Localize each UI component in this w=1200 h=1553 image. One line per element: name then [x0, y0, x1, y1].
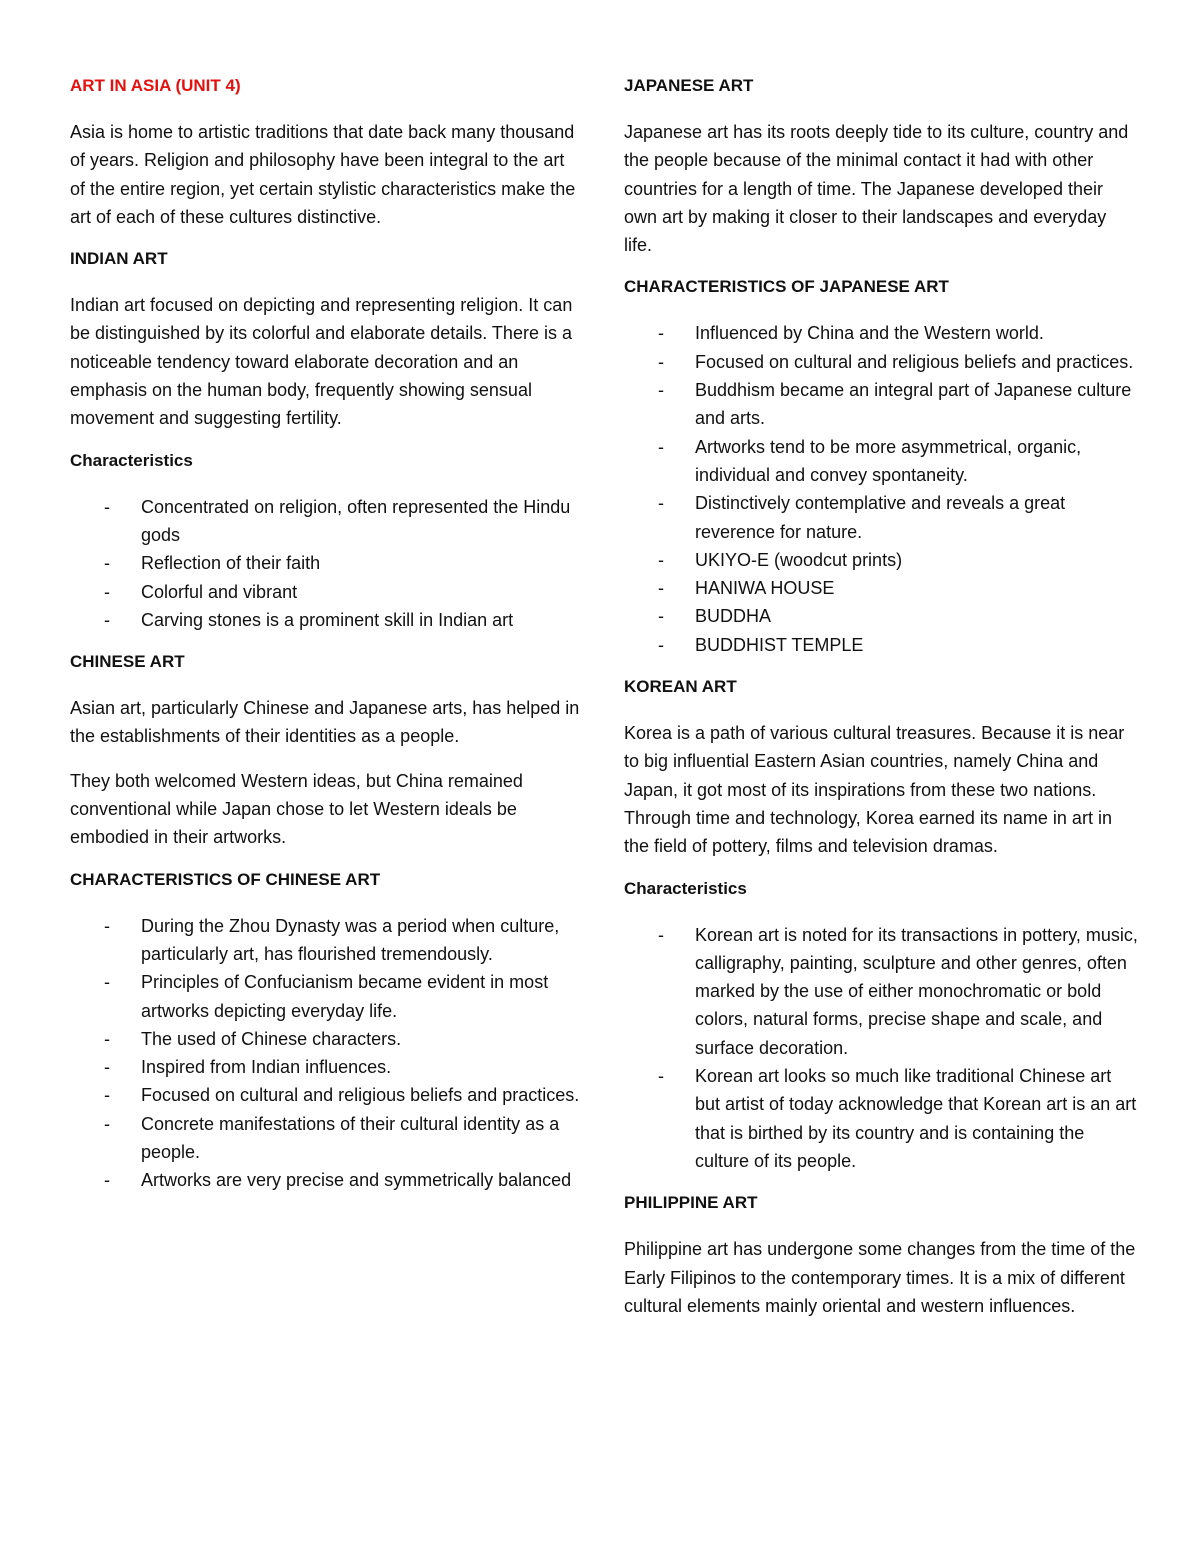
chinese-art-paragraph-2: They both welcomed Western ideas, but China remained conventional while Japan chose to let Western ideals be embodied in their artworks.: [70, 770, 523, 848]
list-item: - UKIYO-E (woodcut prints): [624, 546, 1139, 574]
chinese-characteristics-heading: CHARACTERISTICS OF CHINESE ART: [70, 869, 381, 889]
bullet-dash: -: [658, 634, 664, 655]
list-item: - During the Zhou Dynasty was a period when culture, particularly art, has flourished tremendously.: [70, 912, 582, 969]
chinese-art-heading: CHINESE ART: [70, 652, 185, 672]
left-column: [70, 74, 582, 1211]
philippine-art-paragraph: Philippine art has undergone some changes from the time of the Early Filipinos to the contemporary times. It is a mix of different cultural elements mainly oriental and western influences.: [624, 1239, 1136, 1316]
list-item: - Artworks tend to be more asymmetrical, organic, individual and convey spontaneity.: [624, 433, 1139, 490]
indian-art-heading: INDIAN ART: [70, 249, 168, 269]
intro-paragraph: Asia is home to artistic traditions that date back many thousand of years. Religion and philosophy have been integral to the art of the entire region, yet certain stylistic characteristics make the art of each of these cultures distinctive.: [70, 122, 576, 227]
indian-art-paragraph: Indian art focused on depicting and representing religion. It can be distinguished by its colorful and elaborate details. There is a noticeable tendency toward elaborate decoration and an emphasis on the human body, frequently showing sensual movement and suggesting fertility.: [70, 295, 573, 429]
japanese-art-paragraph: Japanese art has its roots deeply tide to its culture, country and the people because of the minimal contact it had with other countries for a length of time. The Japanese developed their own art by making it closer to their landscapes and everyday life.: [624, 122, 1129, 256]
bullet-dash: -: [658, 493, 664, 514]
list-item: - Korean art looks so much like traditional Chinese art but artist of today acknowledge that Korean art is an art that is birthed by its country and is containing the culture of its people.: [624, 1062, 1139, 1175]
chinese-characteristics-list: [70, 912, 582, 1195]
list-item: - Carving stones is a prominent skill in Indian art: [70, 606, 582, 634]
page-title: ART IN ASIA (UNIT 4): [70, 76, 241, 95]
list-item: - Colorful and vibrant: [70, 578, 582, 606]
korean-art-paragraph: Korea is a path of various cultural treasures. Because it is near to big influential Eastern Asian countries, namely China and Japan, it got most of its inspirations from these two nations. Through time and technology, Korea earned its name in art in the field of pottery, films and television dramas.: [624, 723, 1125, 857]
bullet-dash: -: [104, 496, 110, 517]
japanese-characteristics-list: [624, 319, 1139, 659]
korean-characteristics-list: [624, 921, 1139, 1176]
bullet-dash: -: [658, 323, 664, 344]
bullet-dash: -: [658, 549, 664, 570]
chinese-art-paragraph-1: Asian art, particularly Chinese and Japanese arts, has helped in the establishments of their identities as a people.: [70, 698, 580, 747]
korean-characteristics-heading: Characteristics: [624, 878, 747, 898]
bullet-dash: -: [658, 606, 664, 627]
right-column: [624, 74, 1139, 1336]
list-item: - Influenced by China and the Western world.: [624, 319, 1139, 347]
bullet-dash: -: [658, 436, 664, 457]
bullet-dash: -: [104, 1085, 110, 1106]
list-item: - Concentrated on religion, often represented the Hindu gods: [70, 493, 582, 550]
list-item: - Korean art is noted for its transactions in pottery, music, calligraphy, painting, sculpture and other genres, often marked by the use of either monochromatic or bold colors, natural forms, precise shape and scale, and surface decoration.: [624, 921, 1139, 1062]
bullet-dash: -: [104, 915, 110, 936]
list-item: - HANIWA HOUSE: [624, 574, 1139, 602]
bullet-dash: -: [104, 972, 110, 993]
philippine-art-heading: PHILIPPINE ART: [624, 1193, 758, 1213]
bullet-dash: -: [658, 351, 664, 372]
bullet-dash: -: [104, 1113, 110, 1134]
list-item: - Inspired from Indian influences.: [70, 1053, 582, 1081]
list-item: - BUDDHIST TEMPLE: [624, 631, 1139, 659]
bullet-dash: -: [658, 924, 664, 945]
list-item: - BUDDHA: [624, 602, 1139, 630]
list-item: - Reflection of their faith: [70, 549, 582, 577]
list-item: - Concrete manifestations of their cultural identity as a people.: [70, 1110, 582, 1167]
korean-art-heading: KOREAN ART: [624, 677, 737, 697]
list-item: - Buddhism became an integral part of Japanese culture and arts.: [624, 376, 1139, 433]
indian-characteristics-heading: Characteristics: [70, 450, 193, 470]
bullet-dash: -: [658, 380, 664, 401]
bullet-dash: -: [104, 1028, 110, 1049]
list-item: - The used of Chinese characters.: [70, 1025, 582, 1053]
bullet-dash: -: [104, 581, 110, 602]
japanese-characteristics-heading: CHARACTERISTICS OF JAPANESE ART: [624, 277, 949, 297]
bullet-dash: -: [104, 1170, 110, 1191]
bullet-dash: -: [658, 1066, 664, 1087]
bullet-dash: -: [104, 1057, 110, 1078]
japanese-art-heading: JAPANESE ART: [624, 76, 754, 95]
indian-characteristics-list: [70, 493, 582, 634]
list-item: - Focused on cultural and religious beliefs and practices.: [70, 1081, 582, 1109]
bullet-dash: -: [658, 578, 664, 599]
list-item: - Artworks are very precise and symmetrically balanced: [70, 1166, 582, 1194]
list-item: - Distinctively contemplative and reveals a great reverence for nature.: [624, 489, 1139, 546]
list-item: - Principles of Confucianism became evident in most artworks depicting everyday life.: [70, 968, 582, 1025]
bullet-dash: -: [104, 553, 110, 574]
bullet-dash: -: [104, 609, 110, 630]
list-item: - Focused on cultural and religious beliefs and practices.: [624, 348, 1139, 376]
